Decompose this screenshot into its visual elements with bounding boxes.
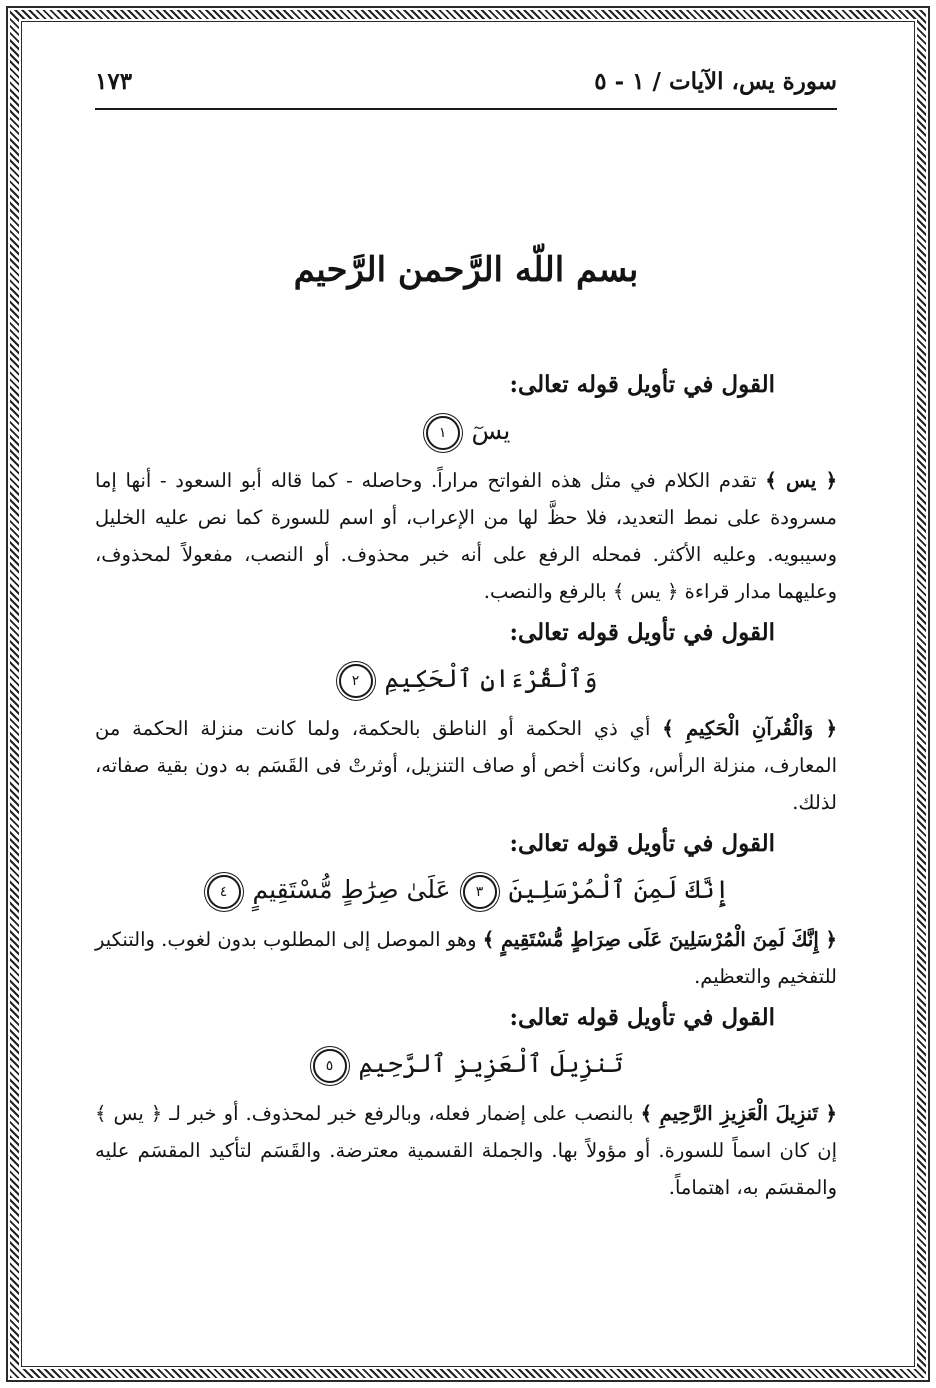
quoted-verse: ﴿ تَنزِيلَ الْعَزِيزِ الرَّحِيمِ ﴾ [640, 1102, 837, 1125]
commentary-paragraph [95, 710, 837, 821]
commentary-paragraph [95, 1095, 837, 1206]
quoted-verse: ﴿ إِنَّكَ لَمِنَ الْمُرْسَلِينَ عَلَى صِرَاطٍ مُّسْتَقِيمٍ ﴾ [482, 928, 837, 951]
page-body [95, 238, 837, 1208]
section-2 [95, 612, 837, 821]
ayah-number-marker: ٢ [339, 664, 373, 698]
section-heading: القول في تأويل قوله تعالى: [509, 371, 775, 398]
ayah-number-marker: ٤ [207, 875, 241, 909]
quoted-verse: ﴿ يس ﴾ [765, 469, 838, 492]
basmala: بسم اللّه الرَّحمن الرَّحيم [293, 250, 639, 290]
commentary-text: أي ذي الحكمة أو الناطق بالحكمة، ولما كانت منزلة الحكمة من المعارف، منزلة الرأس، وكانت أخص أو صاف التنزيل، أوثرتْ فى القَسَم به دون بقية صفاته، لذلك. [95, 717, 837, 814]
ayah-number-marker: ٥ [313, 1049, 347, 1083]
section-1 [95, 364, 837, 610]
ayah-number-marker: ٣ [463, 875, 497, 909]
section-heading: القول في تأويل قوله تعالى: [509, 619, 775, 646]
verse-text: وَٱلْقُرْءَانِ ٱلْحَكِيمِ [384, 664, 598, 693]
section-3 [95, 823, 837, 995]
section-heading: القول في تأويل قوله تعالى: [509, 830, 775, 857]
ayah-number-marker: ١ [426, 416, 460, 450]
verse-line [95, 1039, 837, 1089]
commentary-text: بالنصب على إضمار فعله، وبالرفع خبر لمحذوف. أو خبر لـ ﴿ يس ﴾ إن كان اسماً للسورة. أو مؤولاً بها. والجملة القسمية معترضة. والقَسَم لتأكيد المقسَم عليه والمقسَم به، اهتماماً. [95, 1102, 837, 1199]
verse-text: إِنَّكَ لَمِنَ ٱلْمُرْسَلِينَ [508, 875, 730, 904]
header-title: سورة يس، الآيات / ١ - ٥ [594, 68, 837, 95]
commentary-paragraph [95, 462, 837, 610]
section-4 [95, 997, 837, 1206]
quoted-verse: ﴿ وَالْقُرآنِ الْحَكِيمِ ﴾ [662, 717, 838, 740]
commentary-text: تقدم الكلام في مثل هذه الفواتح مراراً. وحاصله - كما قاله أبو السعود - أنها إما مسرودة على نمط التعديد، فلا حظَّ لها من الإعراب، أو اسم للسورة كما نص عليه الخليل وسيبويه. وعليه الأكثر. فمحله الرفع على أنه خبر محذوف. أو النصب، مفعولاً لمحذوف، وعليهما مدار قراءة ﴿ يس ﴾ بالرفع والنصب. [95, 469, 837, 603]
commentary-paragraph [95, 921, 837, 995]
verse-line [95, 406, 837, 456]
page-number: ١٧٣ [95, 68, 133, 95]
running-header [95, 64, 837, 110]
verse-text: يسٓ [471, 416, 511, 445]
commentary-text: وهو الموصل إلى المطلوب بدون لغوب. والتنكير للتفخيم والتعظيم. [95, 928, 837, 988]
verse-line [95, 865, 837, 915]
verse-text-2: عَلَىٰ صِرَٰطٍ مُّسْتَقِيمٍ [252, 875, 451, 904]
verse-line [95, 654, 837, 704]
verse-text: تَنزِيلَ ٱلْعَزِيزِ ٱلرَّحِيمِ [358, 1049, 624, 1078]
section-heading: القول في تأويل قوله تعالى: [509, 1004, 775, 1031]
